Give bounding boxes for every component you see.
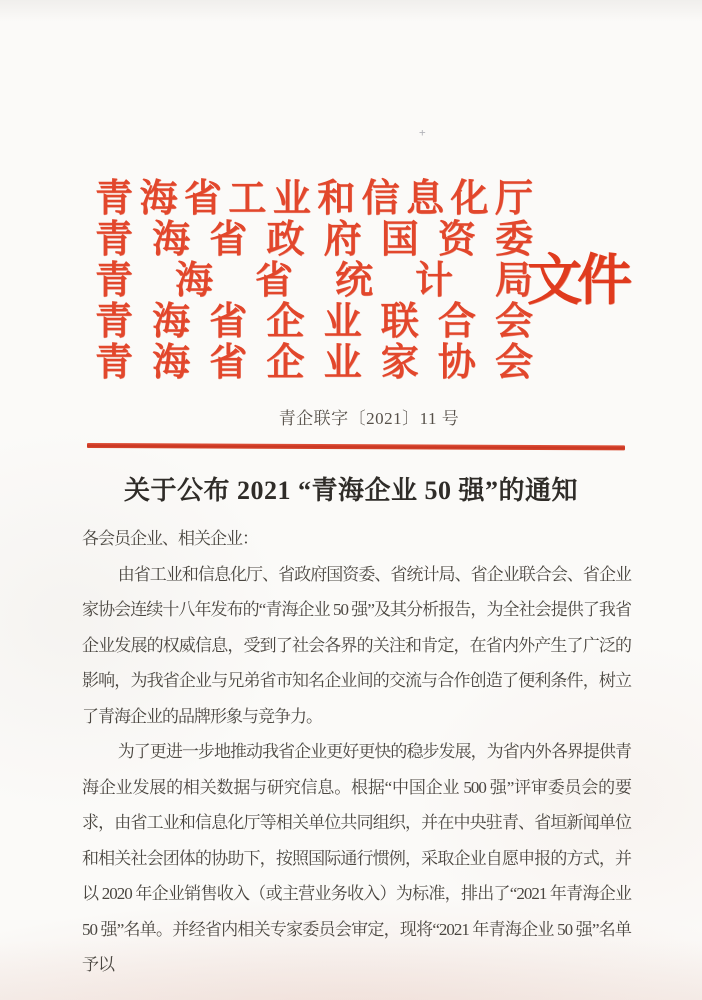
document-number: 青企联字〔2021〕11 号 [278,409,460,428]
document-body [82,521,631,983]
letterhead-org-line-1: 青 海 省 工 业 和 信 息 化 厅 [95,178,533,220]
red-divider-line [87,443,625,450]
letterhead-org-line-3: 青 海 省 统 计 局 [95,260,533,302]
body-paragraph-1: 由省工业和信息化厅、省政府国资委、省统计局、省企业联合会、省企业家协会连续十八年发布的“青海企业 50 强”及其分析报告，为全社会提供了我省企业发展的权威信息，受到了社会各界的关注和肯定，在省内外产生了广泛的影响，为我省企业与兄弟省市知名企业间的交流与合作创造了便利条件，树立了青海企业的品牌形象与竞争力。 [82,564,631,726]
letterhead [95,179,533,384]
body-paragraph-2: 为了更进一步地推动我省企业更好更快的稳步发展，为省内外各界提供青海企业发展的相关数据与研究信息。根据“中国企业 500 强”评审委员会的要求，由省工业和信息化厅等相关单位共同组织，并在中央驻青、省垣新闻单位和相关社会团体的协助下，按照国际通行惯例，采取企业自愿申报的方式，并以 2020 年企业销售收入（或主营业务收入）为标准，排出了“2021 年青海企业 50 强”名单。并经省内相关专家委员会审定，现将“2021 年青海企业 50 强”名单予以 [82,742,631,974]
letterhead-document-word: 文件 [527,249,628,311]
scan-speck: + [419,126,426,139]
letterhead-org-line-5: 青 海 省 企 业 家 协 会 [95,342,533,384]
document-title: 关于公布 2021 “青海企业 50 强”的通知 [123,476,578,505]
salutation-line: 各会员企业、相关企业： [82,529,258,548]
letterhead-org-line-4: 青 海 省 企 业 联 合 会 [95,301,533,343]
letterhead-org-line-2: 青 海 省 政 府 国 资 委 [95,219,533,261]
